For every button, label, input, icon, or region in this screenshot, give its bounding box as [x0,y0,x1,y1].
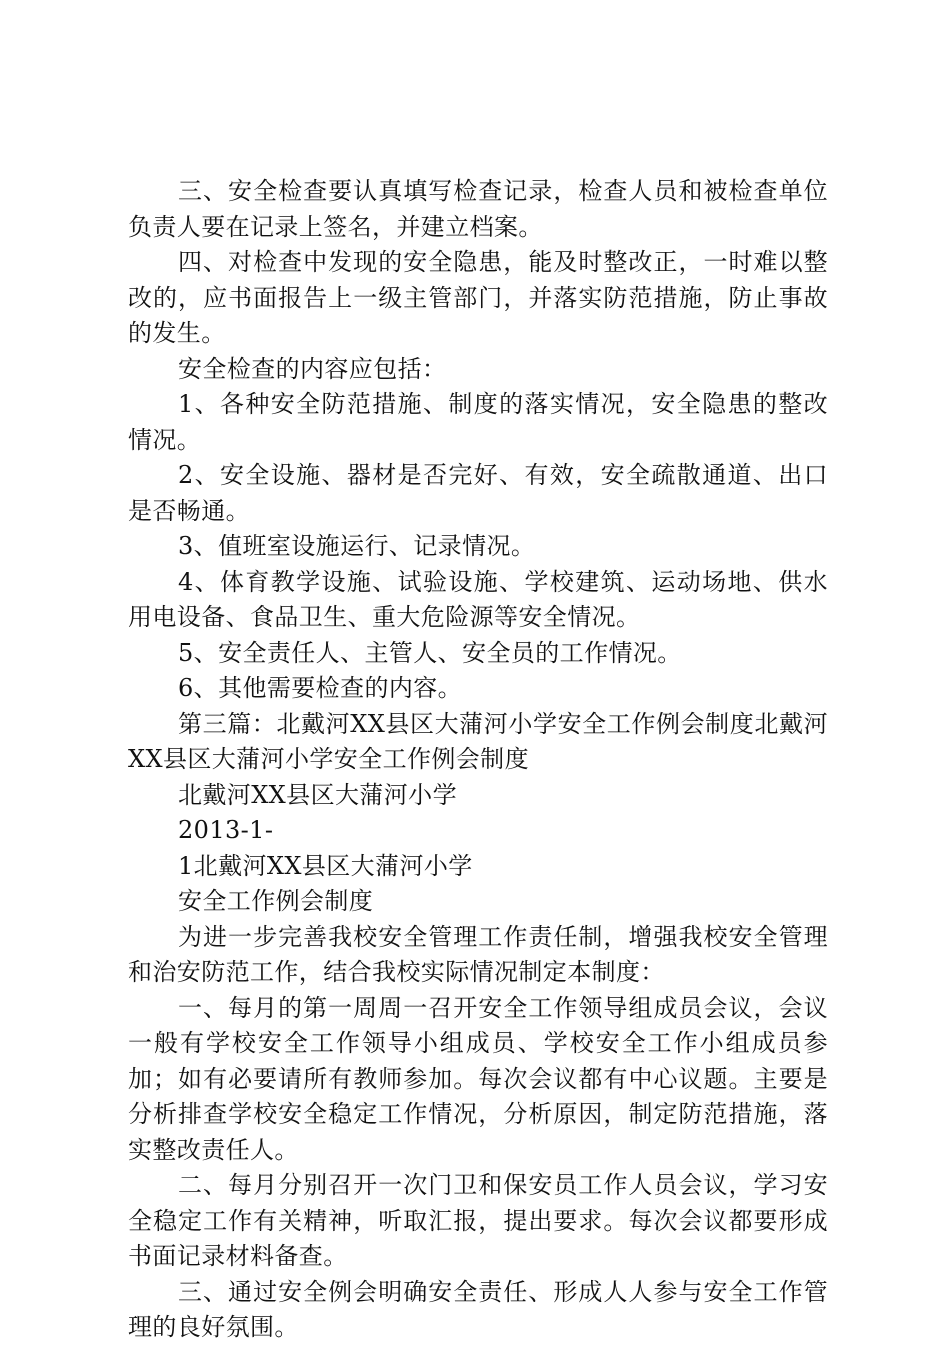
paragraph: 一、每月的第一周周一召开安全工作领导组成员会议，会议一般有学校安全工作领导小组成员、学校安全工作小组成员参加；如有必要请所有教师参加。每次会议都有中心议题。主要是分析排查学校安全稳定工作情况，分析原因，制定防范措施，落实整改责任人。 [128,993,828,1164]
paragraph: 4、体育教学设施、试验设施、学校建筑、运动场地、供水用电设备、食品卫生、重大危险源等安全情况。 [128,567,828,631]
paragraph: 四、对检查中发现的安全隐患，能及时整改正，一时难以整改的，应书面报告上一级主管部门，并落实防范措施，防止事故的发生。 [128,248,828,347]
date-line: 2013-1- [178,816,274,844]
paragraph: 安全检查的内容应包括： [178,354,447,383]
section-heading: 第三篇：北戴河XX县区大蒲河小学安全工作例会制度北戴河XX县区大蒲河小学安全工作例会制度 [128,709,828,773]
paragraph: 3、值班室设施运行、记录情况。 [178,532,536,560]
paragraph: 1、各种安全防范措施、制度的落实情况，安全隐患的整改情况。 [128,390,828,454]
paragraph: 三、通过安全例会明确安全责任、形成人人参与安全工作管理的良好氛围。 [128,1277,828,1341]
paragraph: 为进一步完善我校安全管理工作责任制，增强我校安全管理和治安防范工作，结合我校实际情况制定本制度： [128,922,828,986]
document-body [128,174,828,1346]
document-title: 安全工作例会制度 [178,887,374,915]
paragraph: 2、安全设施、器材是否完好、有效，安全疏散通道、出口是否畅通。 [128,461,828,525]
paragraph: 三、安全检查要认真填写检查记录，检查人员和被检查单位负责人要在记录上签名，并建立档案。 [128,177,828,241]
school-name: 北戴河XX县区大蒲河小学 [178,780,457,809]
paragraph: 二、每月分别召开一次门卫和保安员工作人员会议，学习安全稳定工作有关精神，听取汇报，提出要求。每次会议都要形成书面记录材料备查。 [128,1171,828,1270]
paragraph: 6、其他需要检查的内容。 [178,674,463,702]
paragraph: 5、安全责任人、主管人、安全员的工作情况。 [178,638,682,667]
school-name-line: 1北戴河XX县区大蒲河小学 [178,851,473,880]
